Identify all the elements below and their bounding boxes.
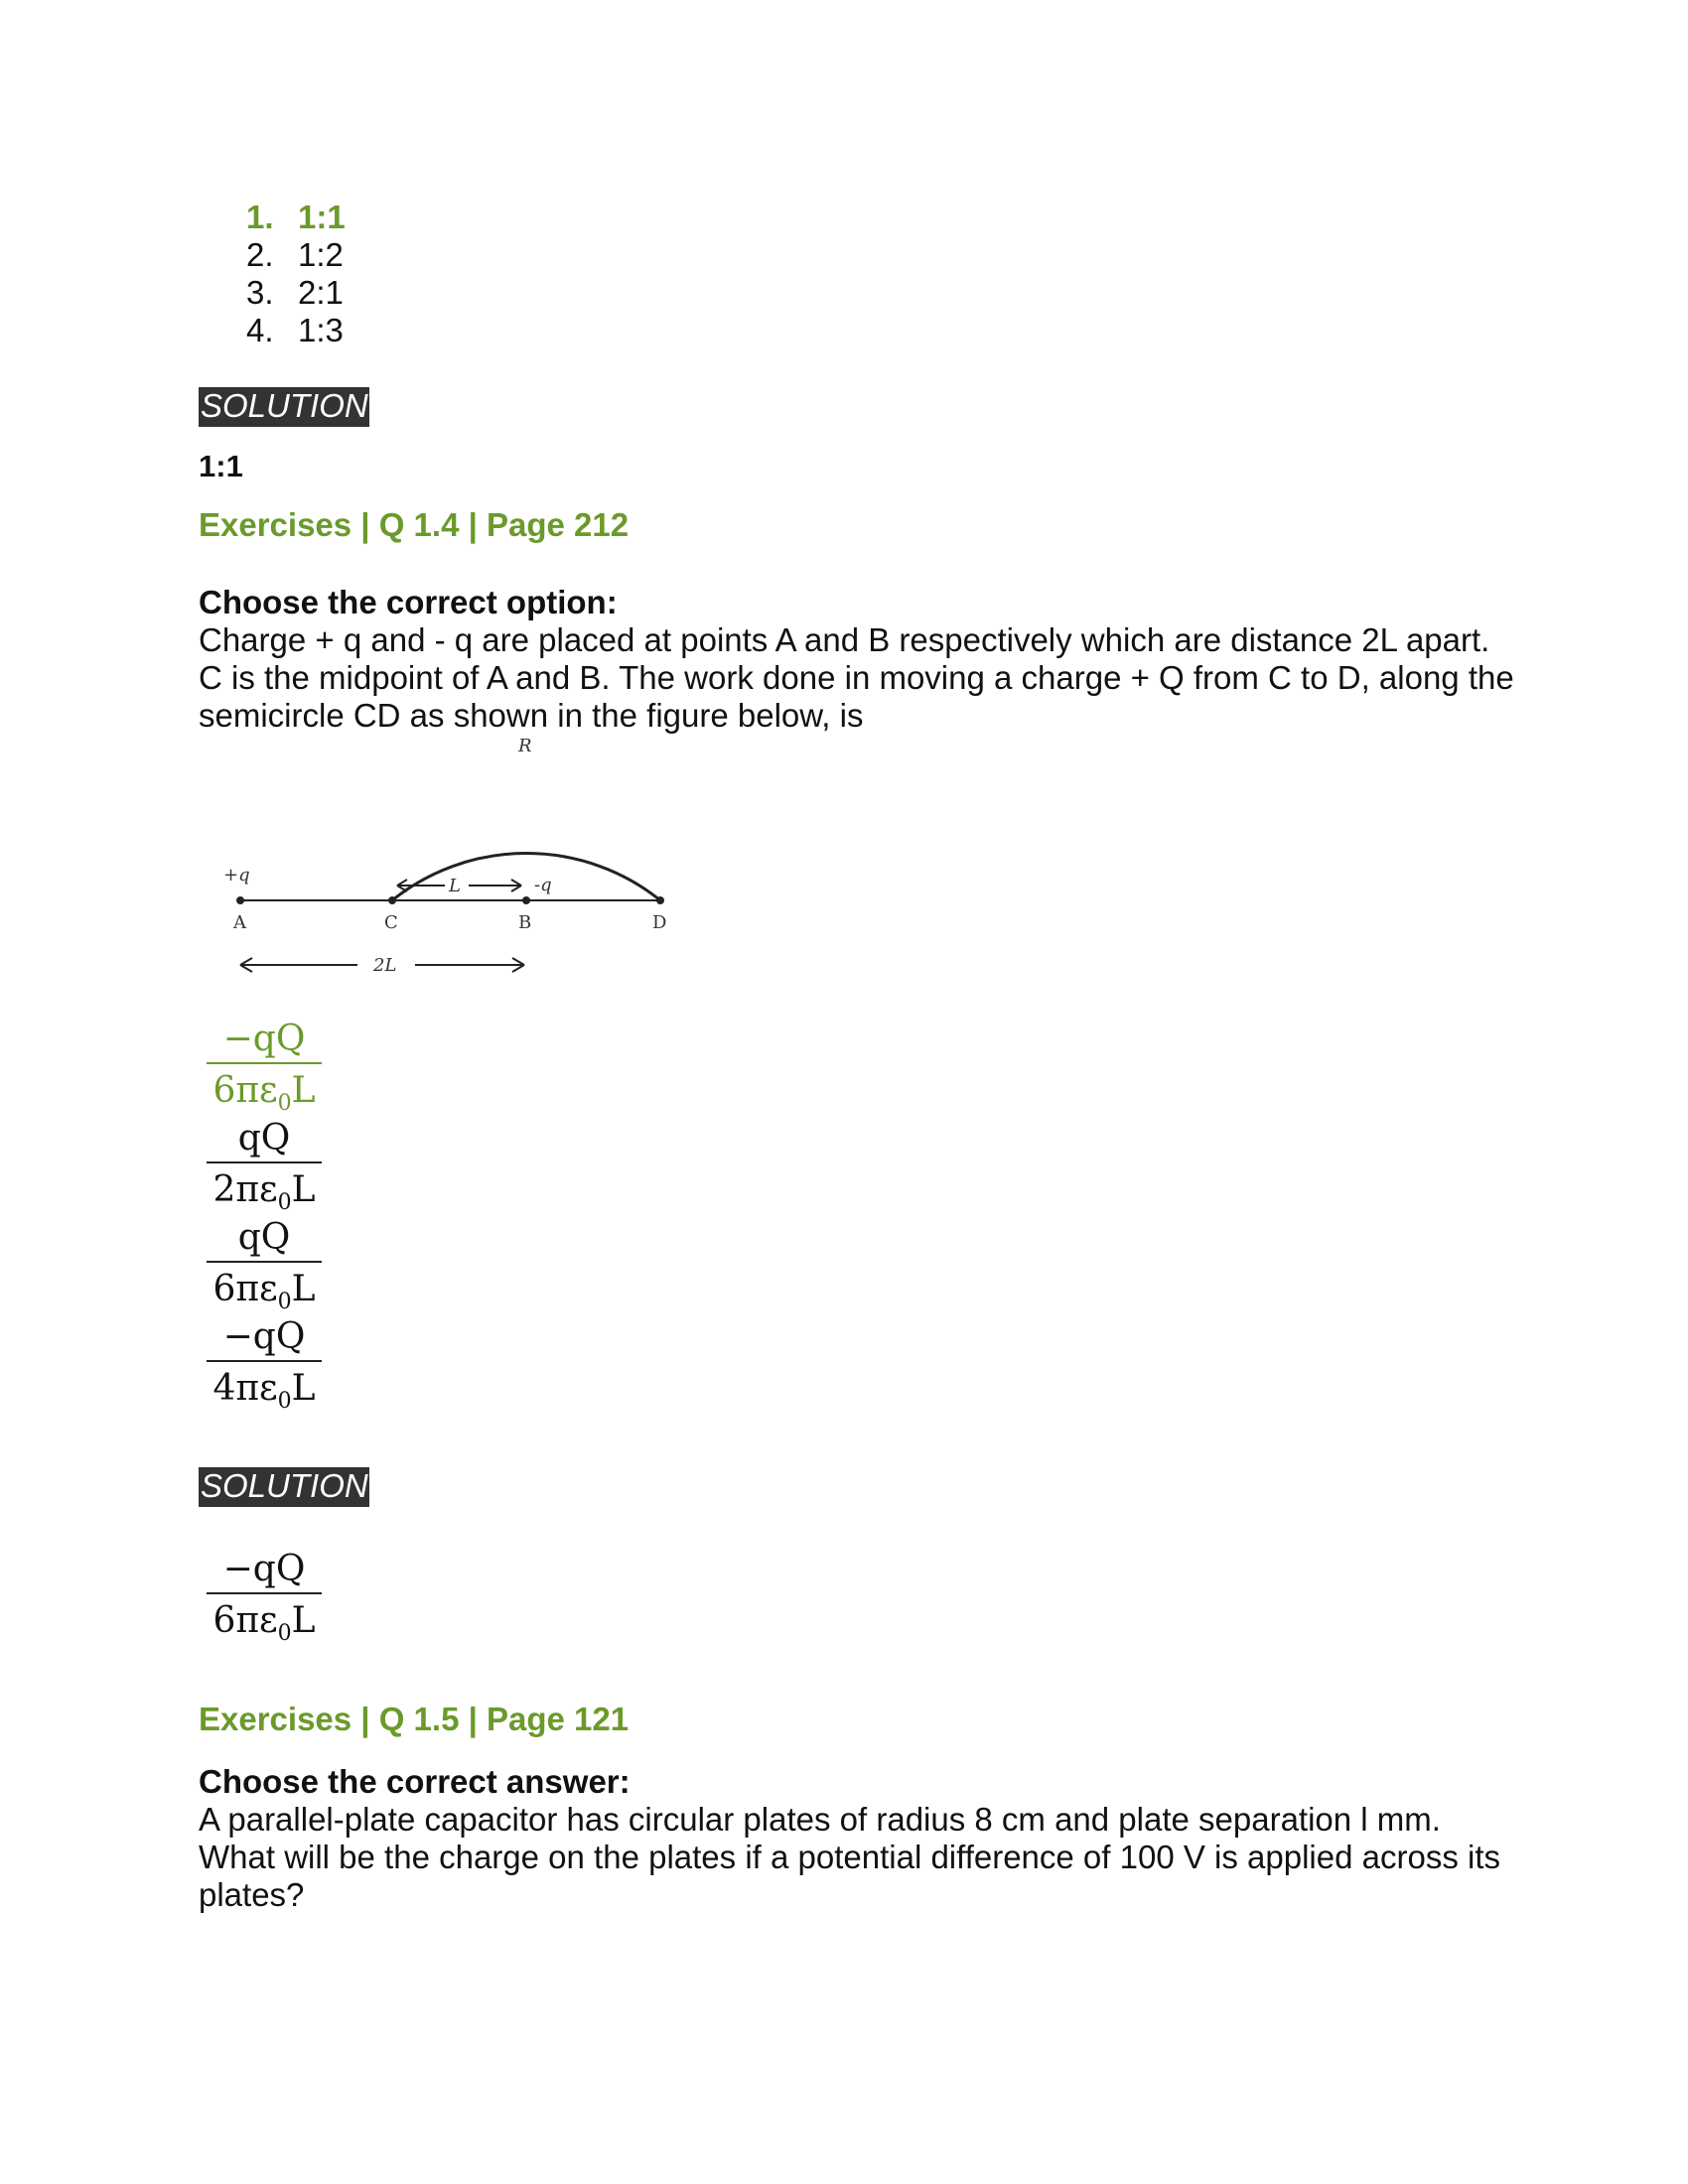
option-number: 3. <box>246 274 274 311</box>
option-text: 1:2 <box>298 236 344 273</box>
option-fraction-2 <box>207 1116 322 1216</box>
label-D: D <box>652 912 667 933</box>
fraction-numerator: −qQ <box>222 1316 306 1357</box>
fraction-denominator: $6\pi\varepsilon_0L$ <box>212 1600 316 1647</box>
option-number: 4. <box>246 312 274 348</box>
point-B <box>522 896 530 904</box>
question-text: Charge + q and - q are placed at points A and B respectively which are distance 2L apart. C is the midpoint of A and B. The work done in moving a charge + Q from C to D, along the semicircle CD as shown in the figure below, is <box>199 621 1514 734</box>
option-number: 1. <box>246 199 274 235</box>
fraction-numerator: −qQ <box>222 1549 306 1589</box>
fraction-bar <box>207 1261 322 1263</box>
option-number: 2. <box>246 236 274 273</box>
semicircle-figure <box>199 730 715 993</box>
question-heading: Exercises | Q 1.5 | Page 121 <box>199 1701 630 1737</box>
point-D <box>656 896 664 904</box>
point-A <box>236 896 244 904</box>
fraction-denominator: $2\pi\varepsilon_0L$ <box>212 1169 316 1216</box>
option-1 <box>246 199 346 236</box>
fraction-numerator: qQ <box>237 1217 291 1258</box>
label-L: L <box>449 876 461 896</box>
fraction-denominator: $4\pi\varepsilon_0L$ <box>212 1368 316 1415</box>
option-fraction-3 <box>207 1215 322 1315</box>
option-fraction-1 <box>207 1017 322 1117</box>
fraction-denominator: $6\pi\varepsilon_0L$ <box>212 1070 316 1117</box>
label-B: B <box>518 912 532 933</box>
fraction-denominator: $6\pi\varepsilon_0L$ <box>212 1269 316 1315</box>
fraction-bar <box>207 1161 322 1163</box>
fraction-bar <box>207 1592 322 1594</box>
solution-badge: SOLUTION <box>199 387 369 427</box>
question-label: Choose the correct answer: <box>199 1763 631 1800</box>
option-text: 1:1 <box>298 199 346 235</box>
question-text: A parallel-plate capacitor has circular plates of radius 8 cm and plate separation l mm. What will be the charge on the plates if a potential difference of 100 V is applied across its plates? <box>199 1801 1500 1913</box>
label-2L: 2L <box>373 955 397 976</box>
solution-badge: SOLUTION <box>199 1467 369 1507</box>
fraction-bar <box>207 1062 322 1064</box>
fraction-numerator: qQ <box>237 1118 291 1159</box>
point-C <box>388 896 396 904</box>
label-R: R <box>518 736 532 756</box>
label-A: A <box>233 912 246 933</box>
question-heading: Exercises | Q 1.4 | Page 212 <box>199 506 630 543</box>
label-plus-q: +q <box>223 865 250 886</box>
option-3 <box>246 274 346 312</box>
label-C: C <box>384 912 398 933</box>
option-2 <box>246 236 346 274</box>
option-4 <box>246 312 346 349</box>
option-fraction-4 <box>207 1314 322 1415</box>
fraction-numerator: −qQ <box>222 1019 306 1059</box>
question-label: Choose the correct option: <box>199 584 618 620</box>
solution-fraction <box>207 1547 322 1647</box>
option-text: 2:1 <box>298 274 344 311</box>
option-text: 1:3 <box>298 312 344 348</box>
semicircle-arc <box>392 854 660 900</box>
fraction-bar <box>207 1360 322 1362</box>
label-minus-q: -q <box>534 875 552 895</box>
previous-options-list <box>246 199 346 349</box>
solution-answer: 1:1 <box>199 449 243 483</box>
